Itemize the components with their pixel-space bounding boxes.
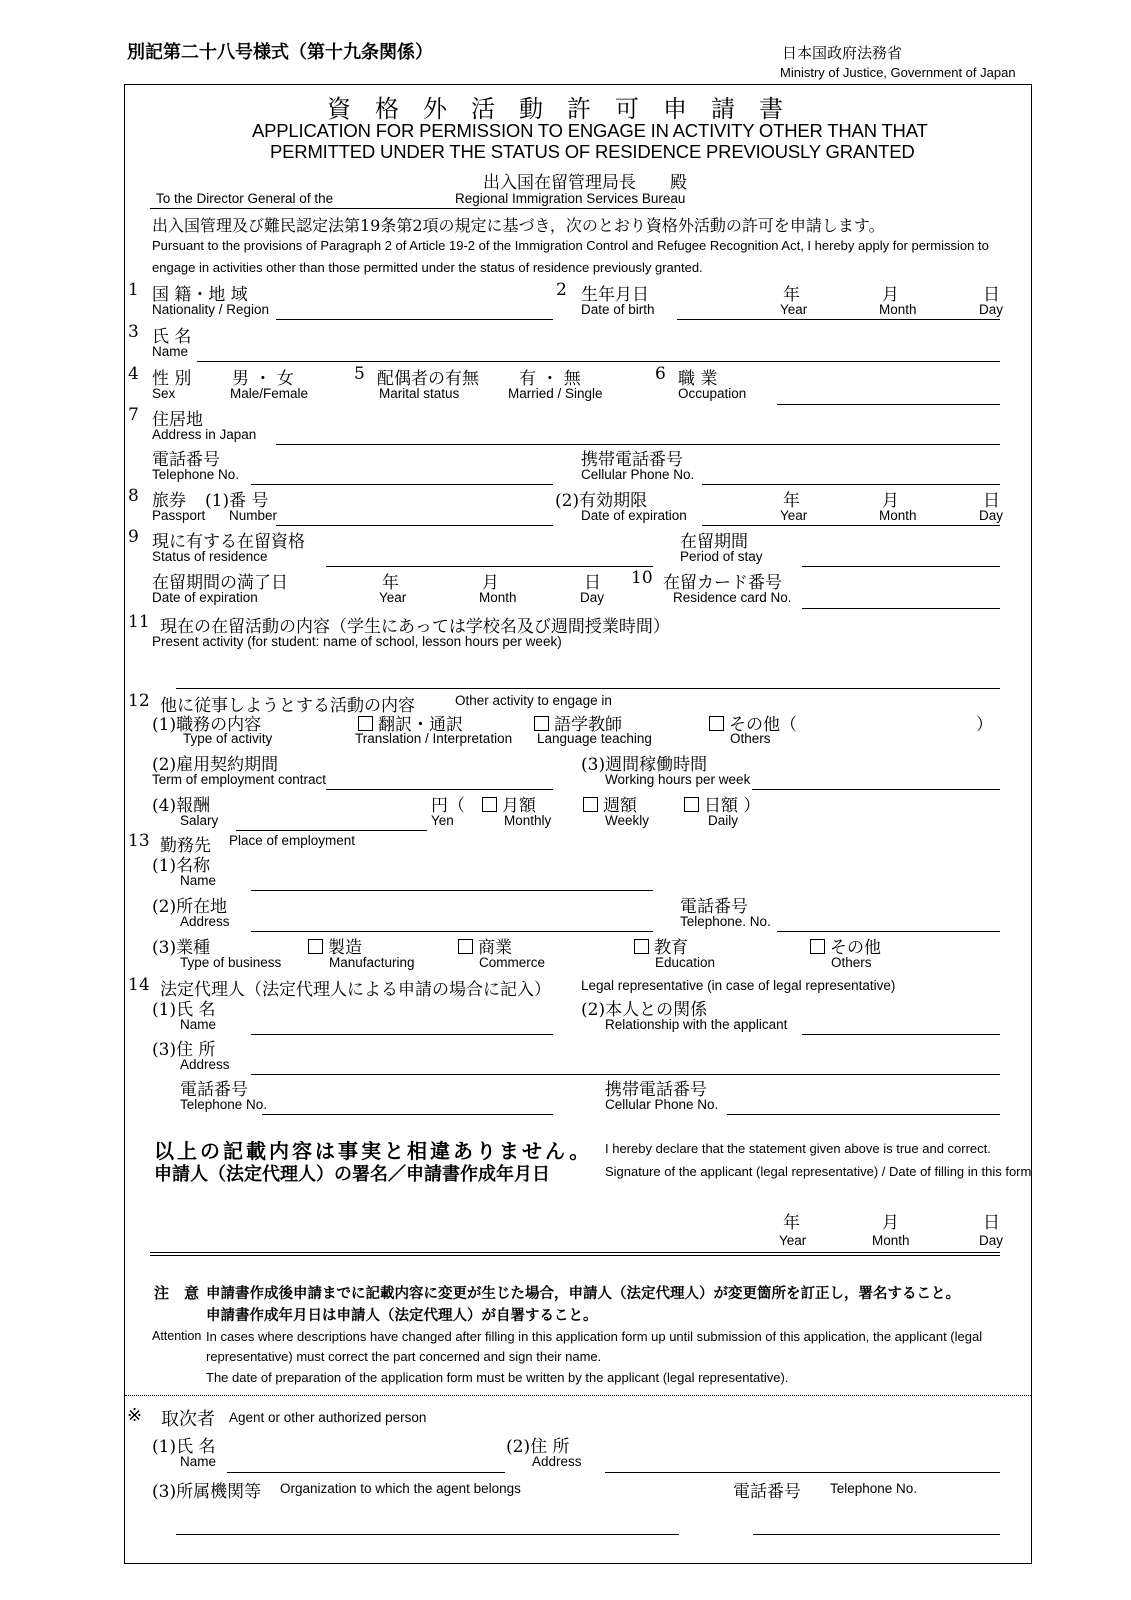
q9-expiry-jp: 在留期間の満了日	[152, 573, 288, 593]
signature-double-line	[150, 1255, 1000, 1256]
checkbox-icon[interactable]	[458, 939, 473, 954]
salary-field[interactable]	[236, 830, 427, 831]
q14-name-en: Name	[180, 1017, 217, 1032]
q13-label-en: Place of employment	[229, 833, 356, 848]
q9-number: 9	[128, 527, 139, 547]
status-of-residence-field[interactable]	[326, 566, 653, 567]
attention-jp-line1: 申請書作成後申請までに記載内容に変更が生じた場合，申請人（法定代理人）が変更箇所を訂正し，署名すること。	[206, 1286, 960, 1302]
q14-addr-jp: (3)住 所	[152, 1040, 216, 1060]
sig-year-jp: 年	[783, 1213, 800, 1233]
q10-number: 10	[631, 568, 653, 588]
pp-year-jp: 年	[783, 491, 800, 511]
q13-addr-en: Address	[180, 914, 230, 929]
present-activity-field[interactable]	[176, 688, 1000, 689]
q8-sub1-en: Number	[229, 508, 278, 523]
representative-cellular-field[interactable]	[727, 1114, 1000, 1115]
sex-options-jp[interactable]: 男 ・ 女	[232, 369, 294, 389]
q1-number: 1	[128, 280, 139, 300]
q12-daily-en: Daily	[708, 813, 739, 828]
preamble-en-line1: Pursuant to the provisions of Paragraph 2 of Article 19-2 of the Immigration Control and Refugee Recognition Act, I hereby apply for permission to	[152, 238, 989, 253]
option-label: 製造	[328, 938, 362, 958]
pp-year-en: Year	[780, 508, 808, 523]
nationality-field[interactable]	[276, 319, 553, 320]
residence-card-field[interactable]	[802, 608, 1000, 609]
q1-label-en: Nationality / Region	[152, 302, 270, 317]
q9-label-en: Status of residence	[152, 549, 268, 564]
q4-label-en: Sex	[152, 386, 176, 401]
q9-period-en: Period of stay	[680, 549, 763, 564]
q2-label-jp: 生年月日	[581, 285, 649, 305]
attention-label-en: Attention	[152, 1329, 202, 1343]
q8-label-jp: 旅券	[152, 491, 186, 511]
q14-label-en: Legal representative (in case of legal representative)	[581, 978, 896, 993]
sex-options-en: Male/Female	[230, 386, 309, 401]
q4-number: 4	[128, 364, 139, 384]
pp-month-jp: 月	[882, 491, 899, 511]
dob-day-jp: 日	[983, 285, 1000, 305]
q12-type-en: Type of activity	[183, 731, 273, 746]
q7-cell-jp: 携帯電話番号	[581, 450, 683, 470]
q12-opt2-en: Language teaching	[537, 731, 652, 746]
ministry-jp: 日本国政府法務省	[782, 44, 903, 62]
agent-telephone-field[interactable]	[753, 1534, 1000, 1535]
agent-label-en: Agent or other authorized person	[229, 1410, 427, 1425]
occupation-field[interactable]	[777, 404, 1000, 405]
q14-rel-jp: (2)本人との関係	[581, 1000, 708, 1020]
working-hours-field[interactable]	[752, 789, 1000, 790]
q11-label-en: Present activity (for student: name of school, lesson hours per week)	[152, 634, 562, 649]
agent-name-jp: (1)氏 名	[152, 1437, 216, 1457]
q12-type-jp: (1)職務の内容	[152, 715, 262, 735]
q7-number: 7	[128, 405, 139, 425]
option-label: その他	[830, 938, 881, 958]
q12-opt3-close: ）	[976, 715, 993, 735]
q3-number: 3	[128, 322, 139, 342]
q8-sub2-en: Date of expiration	[581, 508, 687, 523]
q12-label-en: Other activity to engage in	[455, 693, 612, 708]
name-field[interactable]	[197, 361, 1000, 362]
q1-label-jp: 国 籍・地 域	[152, 285, 248, 305]
employer-telephone-field[interactable]	[777, 931, 1000, 932]
agent-tel-jp: 電話番号	[733, 1482, 801, 1502]
dob-month-en: Month	[879, 302, 917, 317]
addressee-jp: 出入国在留管理局長 殿	[483, 173, 687, 193]
q13-label-jp: 勤務先	[160, 836, 211, 856]
option-label: 商業	[478, 938, 512, 958]
employment-term-field[interactable]	[326, 789, 553, 790]
dob-year-jp: 年	[783, 285, 800, 305]
marital-options-jp[interactable]: 有 ・ 無	[519, 369, 581, 389]
q2-label-en: Date of birth	[581, 302, 655, 317]
q10-label-jp: 在留カード番号	[663, 573, 782, 593]
q11-number: 11	[128, 612, 150, 632]
q12-term-en: Term of employment contract	[152, 772, 327, 787]
q14-tel-jp: 電話番号	[180, 1080, 248, 1100]
q12-salary-jp: (4)報酬	[152, 796, 211, 816]
marital-options-en: Married / Single	[508, 386, 603, 401]
q12-opt1-en: Translation / Interpretation	[355, 731, 513, 746]
q13-addr-jp: (2)所在地	[152, 897, 228, 917]
period-of-stay-field[interactable]	[802, 566, 1000, 567]
q14-number: 14	[128, 975, 150, 995]
exp-month-jp: 月	[482, 573, 499, 593]
ministry-en: Ministry of Justice, Government of Japan	[780, 65, 1016, 80]
option-label: 語学教師	[554, 715, 622, 735]
q3-label-en: Name	[152, 344, 189, 359]
q12-hours-en: Working hours per week	[605, 772, 751, 787]
q13-b2-en: Commerce	[479, 955, 546, 970]
q5-label-en: Marital status	[379, 386, 460, 401]
checkbox-icon[interactable]	[583, 797, 598, 812]
q14-label-jp: 法定代理人（法定代理人による申請の場合に記入）	[160, 980, 551, 1000]
option-label: 教育	[654, 938, 688, 958]
q14-cell-jp: 携帯電話番号	[605, 1080, 707, 1100]
q5-label-jp: 配偶者の有無	[377, 369, 479, 389]
option-label: 翻訳・通訳	[378, 715, 463, 735]
addressee-line[interactable]	[150, 208, 676, 209]
q7-cell-en: Cellular Phone No.	[581, 467, 695, 482]
q13-biz-en: Type of business	[180, 955, 282, 970]
q12-yen-en: Yen	[431, 813, 454, 828]
attention-jp-line2: 申請書作成年月日は申請人（法定代理人）が自署すること。	[206, 1308, 598, 1324]
checkbox-icon[interactable]	[684, 797, 699, 812]
q8-sub1-jp: (1)番 号	[205, 491, 269, 511]
form-title-en-line2: PERMITTED UNDER THE STATUS OF RESIDENCE PREVIOUSLY GRANTED	[270, 141, 915, 162]
q8-sub2-jp: (2)有効期限	[555, 491, 648, 511]
q8-label-en: Passport	[152, 508, 206, 523]
declaration-en: I hereby declare that the statement given above is true and correct.	[605, 1141, 991, 1156]
option-label: 月額	[502, 796, 536, 816]
signature-label-en: Signature of the applicant (legal representative) / Date of filling in this form	[605, 1164, 1032, 1179]
q9-expiry-en: Date of expiration	[152, 590, 258, 605]
date-of-birth-field[interactable]	[677, 319, 1000, 320]
representative-name-field[interactable]	[251, 1034, 553, 1035]
checkbox-icon[interactable]	[482, 797, 497, 812]
sig-year-en: Year	[779, 1233, 807, 1248]
q4-label-jp: 性 別	[152, 369, 192, 389]
q6-label-en: Occupation	[678, 386, 747, 401]
addressee-en-left: To the Director General of the	[156, 191, 334, 206]
pp-day-en: Day	[979, 508, 1004, 523]
q12-monthly-en: Monthly	[504, 813, 552, 828]
q13-name-jp: (1)名称	[152, 856, 211, 876]
option-label: 週額	[603, 796, 637, 816]
declaration-jp: 以上の記載内容は事実と相違ありません。	[154, 1139, 593, 1163]
q10-label-en: Residence card No.	[673, 590, 792, 605]
representative-telephone-field[interactable]	[262, 1114, 553, 1115]
agent-label-jp: 取次者	[161, 1409, 215, 1430]
option-label: 日額 ）	[704, 796, 761, 816]
q12-term-jp: (2)雇用契約期間	[152, 755, 279, 775]
q13-b4-en: Others	[831, 955, 872, 970]
cellular-field[interactable]	[702, 484, 1000, 485]
form-title-en-line1: APPLICATION FOR PERMISSION TO ENGAGE IN ACTIVITY OTHER THAN THAT	[252, 120, 928, 141]
pp-month-en: Month	[879, 508, 917, 523]
telephone-field[interactable]	[251, 484, 553, 485]
q7-tel-en: Telephone No.	[152, 467, 240, 482]
q7-label-en: Address in Japan	[152, 427, 257, 442]
q13-name-en: Name	[180, 873, 217, 888]
signature-field[interactable]	[150, 1252, 1000, 1253]
agent-name-en: Name	[180, 1454, 217, 1469]
q12-weekly-en: Weekly	[605, 813, 650, 828]
q13-biz-jp: (3)業種	[152, 938, 211, 958]
q6-label-jp: 職 業	[678, 369, 718, 389]
agent-addr-en: Address	[532, 1454, 582, 1469]
q12-hours-jp: (3)週間稼働時間	[581, 755, 708, 775]
form-title-jp: 資 格 外 活 動 許 可 申 請 書	[327, 95, 783, 123]
agent-mark: ※	[127, 1405, 143, 1426]
agent-organization-field[interactable]	[176, 1534, 679, 1535]
sig-day-en: Day	[979, 1233, 1004, 1248]
q14-rel-en: Relationship with the applicant	[605, 1017, 788, 1032]
preamble-jp: 出入国管理及び難民認定法第19条第2項の規定に基づき，次のとおり資格外活動の許可を申請します。	[152, 216, 885, 235]
passport-expiry-field[interactable]	[702, 525, 1000, 526]
q14-cell-en: Cellular Phone No.	[605, 1097, 719, 1112]
passport-number-field[interactable]	[276, 525, 553, 526]
exp-day-en: Day	[580, 590, 605, 605]
checkbox-icon[interactable]	[308, 939, 323, 954]
q12-yen-jp: 円（	[431, 796, 465, 816]
option-label: その他（	[729, 715, 797, 735]
q12-label-jp: 他に従事しようとする活動の内容	[160, 696, 415, 716]
agent-org-jp: (3)所属機関等	[152, 1482, 262, 1502]
attention-en-line1: In cases where descriptions have changed after filling in this application form up until submission of this application, the applicant (legal	[206, 1329, 983, 1344]
signature-label-jp: 申請人（法定代理人）の署名／申請書作成年月日	[154, 1164, 550, 1185]
agent-section-divider	[125, 1395, 1031, 1396]
exp-month-en: Month	[479, 590, 517, 605]
agent-addr-jp: (2)住 所	[506, 1437, 570, 1457]
q12-number: 12	[128, 691, 150, 711]
pp-day-jp: 日	[983, 491, 1000, 511]
preamble-en-line2: engage in activities other than those permitted under the status of residence previously granted.	[152, 260, 703, 275]
checkbox-icon[interactable]	[358, 716, 373, 731]
q3-label-jp: 氏 名	[152, 327, 192, 347]
employer-name-field[interactable]	[251, 890, 653, 891]
q13-b1-en: Manufacturing	[329, 955, 415, 970]
q14-addr-en: Address	[180, 1057, 230, 1072]
q13-b3-en: Education	[655, 955, 716, 970]
q11-label-jp: 現在の在留活動の内容（学生にあっては学校名及び週間授業時間）	[160, 617, 670, 637]
q7-tel-jp: 電話番号	[152, 450, 220, 470]
checkbox-icon[interactable]	[634, 939, 649, 954]
q2-number: 2	[556, 280, 567, 300]
sig-month-en: Month	[872, 1233, 910, 1248]
form-reference: 別記第二十八号様式（第十九条関係）	[127, 42, 433, 63]
attention-en-line3: The date of preparation of the application form must be written by the applicant (legal representative).	[206, 1370, 789, 1385]
exp-year-jp: 年	[382, 573, 399, 593]
q14-tel-en: Telephone No.	[180, 1097, 268, 1112]
agent-org-en: Organization to which the agent belongs	[280, 1481, 521, 1496]
checkbox-icon[interactable]	[810, 939, 825, 954]
sig-day-jp: 日	[983, 1213, 1000, 1233]
agent-address-field[interactable]	[605, 1472, 1000, 1473]
q13-number: 13	[128, 831, 150, 851]
checkbox-icon[interactable]	[534, 716, 549, 731]
q8-number: 8	[128, 486, 139, 506]
q13-tel-en: Telephone. No.	[680, 914, 771, 929]
sig-month-jp: 月	[882, 1213, 899, 1233]
addressee-en-right: Regional Immigration Services Bureau	[455, 191, 686, 206]
agent-tel-en: Telephone No.	[830, 1481, 918, 1496]
relationship-field[interactable]	[802, 1034, 1000, 1035]
dob-year-en: Year	[780, 302, 808, 317]
checkbox-icon[interactable]	[709, 716, 724, 731]
exp-year-en: Year	[379, 590, 407, 605]
q12-opt3-en: Others	[730, 731, 771, 746]
q13-tel-jp: 電話番号	[680, 897, 748, 917]
q12-salary-en: Salary	[180, 813, 219, 828]
attention-label-jp: 注 意	[154, 1284, 200, 1302]
q7-label-jp: 住居地	[152, 410, 203, 430]
employer-address-field[interactable]	[251, 931, 653, 932]
exp-day-jp: 日	[584, 573, 601, 593]
q9-period-jp: 在留期間	[680, 532, 748, 552]
q9-label-jp: 現に有する在留資格	[152, 532, 305, 552]
q5-number: 5	[354, 364, 365, 384]
q6-number: 6	[655, 364, 666, 384]
attention-en-line2: representative) must correct the part concerned and sign their name.	[206, 1349, 602, 1364]
dob-day-en: Day	[979, 302, 1004, 317]
q14-name-jp: (1)氏 名	[152, 1000, 216, 1020]
dob-month-jp: 月	[882, 285, 899, 305]
agent-name-field[interactable]	[227, 1472, 505, 1473]
